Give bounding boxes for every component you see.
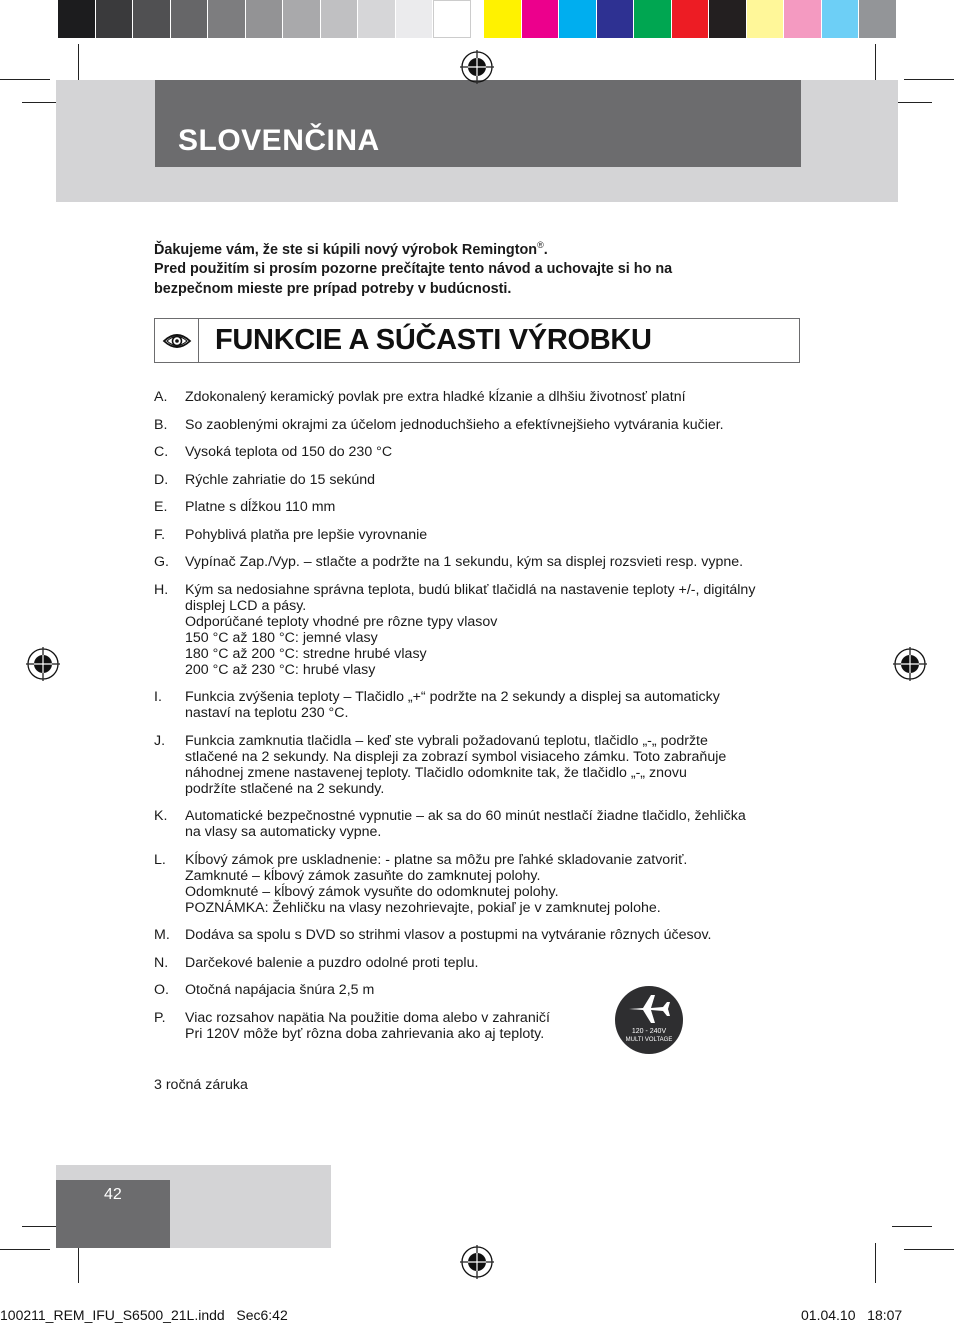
feature-text bbox=[185, 582, 804, 678]
feature-item bbox=[154, 733, 804, 797]
gray-swatch bbox=[208, 0, 246, 38]
date-slug: 01.04.10 18:07 bbox=[801, 1307, 903, 1323]
color-swatch bbox=[784, 0, 822, 38]
file-slug: 100211_REM_IFU_S6500_21L.indd Sec6:42 bbox=[0, 1307, 288, 1323]
trademark-symbol: ® bbox=[537, 240, 544, 250]
gray-swatch bbox=[433, 0, 471, 38]
feature-text bbox=[185, 982, 804, 998]
feature-line: Rýchle zahriatie do 15 sekúnd bbox=[185, 471, 376, 488]
feature-item bbox=[154, 808, 804, 840]
crop-mark bbox=[904, 1249, 954, 1250]
feature-line: Pohyblivá platňa pre lepšie vyrovnanie bbox=[185, 526, 428, 543]
color-swatch bbox=[747, 0, 785, 38]
feature-item bbox=[154, 472, 804, 488]
warranty-text: 3 ročná záruka bbox=[154, 1077, 248, 1093]
gray-swatch bbox=[283, 0, 321, 38]
language-title: SLOVENČINA bbox=[178, 124, 380, 157]
intro-text bbox=[154, 236, 794, 299]
feature-key: C. bbox=[154, 444, 169, 460]
feature-line: Kým sa nedosiahne správna teplota, budú blikať tlačidlá na nastavenie teploty +/-, digitálny bbox=[185, 581, 756, 598]
feature-text bbox=[185, 689, 804, 721]
feature-item bbox=[154, 444, 804, 460]
feature-line: Viac rozsahov napätia Na použitie doma alebo v zahraničí bbox=[185, 1009, 550, 1026]
registration-mark-icon bbox=[460, 50, 494, 84]
feature-text bbox=[185, 527, 804, 543]
feature-item bbox=[154, 1010, 804, 1042]
gray-swatch bbox=[246, 0, 284, 38]
feature-list bbox=[154, 389, 804, 1053]
feature-line: Otočná napájacia šnúra 2,5 m bbox=[185, 982, 375, 998]
feature-line: Zdokonalený keramický povlak pre extra hladké kĺzanie a dlhšiu životnosť platní bbox=[185, 389, 686, 405]
feature-line: Kĺbový zámok pre uskladnenie: - platne sa môžu pre ľahké skladovanie zatvoriť. bbox=[185, 851, 688, 868]
gray-swatch bbox=[96, 0, 134, 38]
feature-line: Darčekové balenie a puzdro odolné proti teplu. bbox=[185, 954, 479, 971]
feature-key: A. bbox=[154, 389, 168, 405]
registration-mark-icon bbox=[26, 647, 60, 681]
feature-key: J. bbox=[154, 732, 166, 749]
color-swatch bbox=[597, 0, 635, 38]
feature-text bbox=[185, 733, 804, 797]
feature-item bbox=[154, 582, 804, 678]
color-swatch bbox=[484, 0, 522, 38]
intro-line: Pred použitím si prosím pozorne prečítajte tento návod a uchovajte si ho na bbox=[154, 261, 673, 278]
feature-item bbox=[154, 527, 804, 543]
feature-line: náhodnej zmene nastavenej teploty. Tlačidlo odomknite tak, že tlačidlo „-„ znovu bbox=[185, 764, 687, 781]
eye-icon bbox=[162, 331, 192, 351]
color-swatch bbox=[672, 0, 710, 38]
color-swatch bbox=[709, 0, 747, 38]
feature-line: podržíte stlačené na 2 sekundy. bbox=[185, 780, 385, 797]
gray-swatch bbox=[358, 0, 396, 38]
feature-line: Vysoká teplota od 150 do 230 °C bbox=[185, 444, 393, 460]
feature-line: Pri 120V môže byť rôzna doba zahrievania ako aj teploty. bbox=[185, 1025, 545, 1042]
crop-mark bbox=[904, 79, 954, 80]
color-bar bbox=[484, 0, 897, 38]
crop-mark bbox=[875, 1243, 876, 1283]
feature-key: K. bbox=[154, 808, 168, 824]
feature-key: H. bbox=[154, 581, 169, 598]
feature-line: Zamknuté – kĺbový zámok zasuňte do zamknutej polohy. bbox=[185, 867, 541, 884]
feature-text bbox=[185, 444, 804, 460]
voltage-range-label: 120 - 240V bbox=[631, 1028, 667, 1035]
section-title: FUNKCIE A SÚČASTI VÝROBKU bbox=[215, 324, 652, 356]
feature-text bbox=[185, 389, 804, 405]
color-swatch bbox=[634, 0, 672, 38]
feature-key: M. bbox=[154, 927, 170, 943]
feature-key: G. bbox=[154, 554, 169, 570]
feature-key: P. bbox=[154, 1009, 166, 1026]
feature-text bbox=[185, 927, 804, 943]
registration-mark-icon bbox=[893, 647, 927, 681]
feature-item bbox=[154, 927, 804, 943]
page-number: 42 bbox=[104, 1186, 122, 1203]
gray-swatch bbox=[171, 0, 209, 38]
feature-line: 150 °C až 180 °C: jemné vlasy bbox=[185, 629, 378, 646]
crop-mark bbox=[0, 79, 50, 80]
color-swatch bbox=[522, 0, 560, 38]
feature-line: Vypínač Zap./Vyp. – stlačte a podržte na 1 sekundu, kým sa displej rozsvieti resp. vypne. bbox=[185, 554, 744, 570]
gray-swatch bbox=[133, 0, 171, 38]
feature-key: E. bbox=[154, 499, 168, 515]
feature-line: POZNÁMKA: Žehličku na vlasy nezohrievajte, pokiaľ je v zamknutej polohe. bbox=[185, 899, 661, 916]
intro-line: Ďakujeme vám, že ste si kúpili nový výrobok Remington bbox=[154, 241, 538, 258]
feature-text bbox=[185, 808, 804, 840]
feature-item bbox=[154, 852, 804, 916]
color-swatch bbox=[559, 0, 597, 38]
feature-text bbox=[185, 499, 804, 515]
feature-line: Funkcia zvýšenia teploty – Tlačidlo „+“ podržte na 2 sekundy a displej sa automaticky bbox=[185, 689, 720, 705]
feature-item bbox=[154, 689, 804, 721]
section-icon-box bbox=[155, 319, 199, 362]
feature-line: Platne s dĺžkou 110 mm bbox=[185, 499, 336, 515]
gray-swatch bbox=[321, 0, 359, 38]
feature-key: L. bbox=[154, 851, 166, 868]
feature-line: nastaví na teplotu 230 °C. bbox=[185, 705, 349, 721]
feature-line: Dodáva sa spolu s DVD so strihmi vlasov a postupmi na vytváranie rôznych účesov. bbox=[185, 927, 712, 943]
color-swatch bbox=[859, 0, 897, 38]
feature-line: 180 °C až 200 °C: stredne hrubé vlasy bbox=[185, 645, 427, 662]
feature-line: 200 °C až 230 °C: hrubé vlasy bbox=[185, 661, 376, 678]
grayscale-bar bbox=[58, 0, 471, 38]
color-swatch bbox=[822, 0, 860, 38]
feature-text bbox=[185, 554, 804, 570]
intro-line-end: . bbox=[543, 241, 548, 258]
crop-mark bbox=[78, 1243, 79, 1283]
crop-mark bbox=[892, 102, 932, 103]
feature-line: Odomknuté – kĺbový zámok vysuňte do odomknutej polohy. bbox=[185, 883, 559, 900]
feature-key: B. bbox=[154, 416, 168, 433]
feature-text bbox=[185, 472, 804, 488]
feature-item bbox=[154, 499, 804, 515]
feature-item bbox=[154, 955, 804, 971]
crop-mark bbox=[892, 1226, 932, 1227]
feature-text bbox=[185, 1010, 804, 1042]
feature-line: Odporúčané teploty vhodné pre rôzne typy vlasov bbox=[185, 613, 498, 630]
feature-key: D. bbox=[154, 471, 169, 488]
feature-text bbox=[185, 955, 804, 971]
registration-mark-icon bbox=[460, 1245, 494, 1279]
feature-key: N. bbox=[154, 954, 169, 971]
feature-line: Funkcia zamknutia tlačidla – keď ste vybrali požadovanú teplotu, tlačidlo „-„ podržte bbox=[185, 732, 708, 749]
feature-line: displej LCD a pásy. bbox=[185, 597, 307, 614]
gray-swatch bbox=[58, 0, 96, 38]
feature-key: O. bbox=[154, 982, 169, 998]
feature-key: I. bbox=[154, 689, 162, 705]
feature-line: Automatické bezpečnostné vypnutie – ak sa do 60 minút nestlačí žiadne tlačidlo, žehlička bbox=[185, 808, 746, 824]
feature-text bbox=[185, 852, 804, 916]
feature-item bbox=[154, 554, 804, 570]
feature-key: F. bbox=[154, 526, 166, 543]
multi-voltage-badge bbox=[615, 986, 683, 1054]
gray-swatch bbox=[396, 0, 434, 38]
feature-item bbox=[154, 417, 804, 433]
multi-voltage-label: MULTI VOLTAGE bbox=[625, 1037, 673, 1043]
feature-line: stlačené na 2 sekundy. Na displeji za zobrazí symbol visiaceho zámku. Toto zabraňuje bbox=[185, 748, 727, 765]
crop-mark bbox=[0, 1249, 50, 1250]
feature-item bbox=[154, 982, 804, 998]
feature-line: na vlasy sa automaticky vypne. bbox=[185, 824, 382, 840]
intro-line: bezpečnom mieste pre prípad potreby v budúcnosti. bbox=[154, 280, 512, 297]
feature-text bbox=[185, 417, 804, 433]
airplane-icon bbox=[625, 992, 673, 1028]
section-header bbox=[154, 318, 800, 363]
feature-line: So zaoblenými okrajmi za účelom jednoduchšieho a efektívnejšieho vytvárania kučier. bbox=[185, 416, 724, 433]
feature-item bbox=[154, 389, 804, 405]
